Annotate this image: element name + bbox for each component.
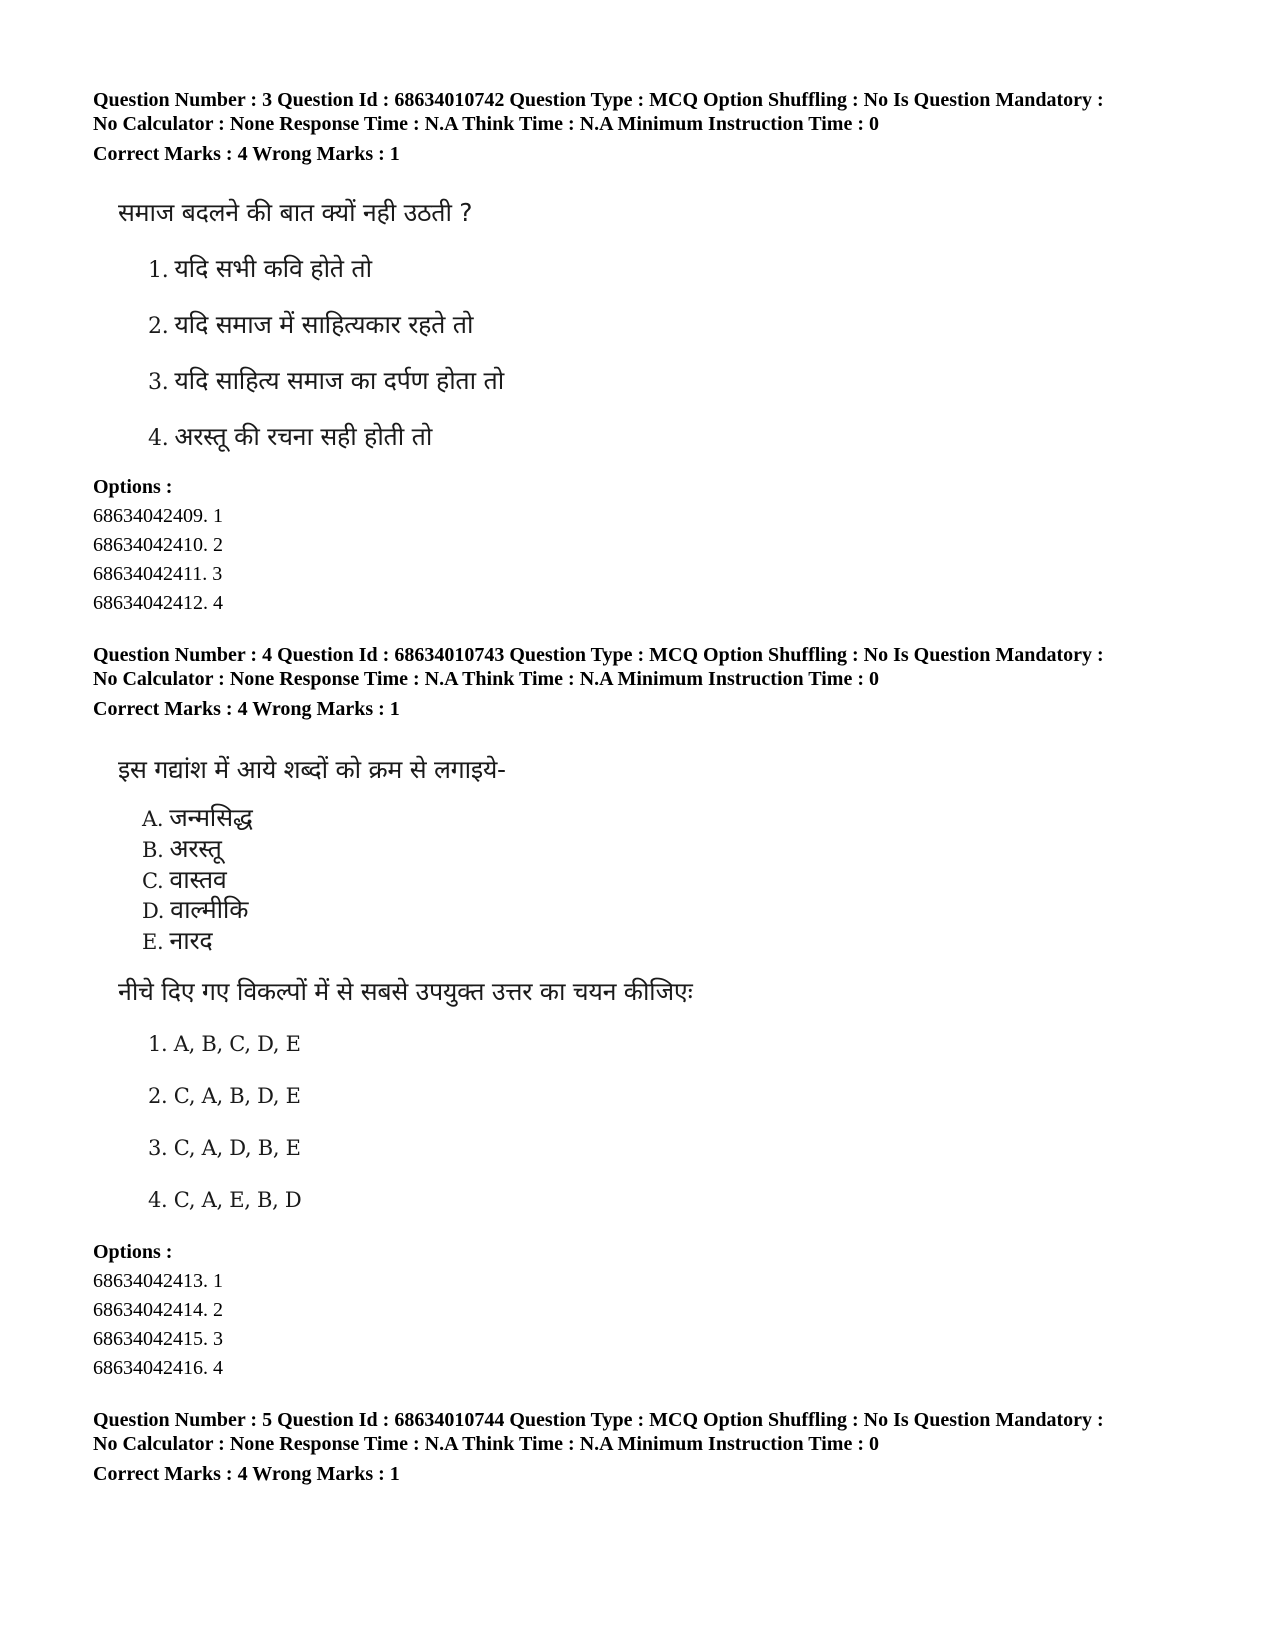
question-4-option-3: 68634042415. 3 xyxy=(93,1328,223,1350)
question-4-item-d-text: वाल्मीकि xyxy=(170,895,249,924)
question-3-choice-2-num: 2. xyxy=(148,314,169,339)
question-4-instruction: नीचे दिए गए विकल्पों में से सबसे उपयुक्त उत्तर का चयन कीजिएः xyxy=(118,977,693,1006)
question-4-item-e-text: नारद xyxy=(169,926,213,955)
question-5-marks: Correct Marks : 4 Wrong Marks : 1 xyxy=(93,1463,400,1485)
question-4-meta xyxy=(93,643,1213,721)
question-4-option-2: 68634042414. 2 xyxy=(93,1299,223,1321)
question-3-image xyxy=(118,195,718,465)
question-4-meta-line-1: Question Number : 4 Question Id : 68634010743 Question Type : MCQ Option Shuffling : No Is Question Mandatory : xyxy=(93,644,1104,666)
question-4-choice-1: 1. A, B, C, D, E xyxy=(148,1032,301,1056)
question-3-marks: Correct Marks : 4 Wrong Marks : 1 xyxy=(93,143,400,165)
question-3-choice-4-num: 4. xyxy=(148,426,169,451)
question-3-stem: समाज बदलने की बात क्यों नही उठती ? xyxy=(118,198,473,227)
question-4-item-a-label: A. xyxy=(142,807,164,831)
question-4-option-1: 68634042413. 1 xyxy=(93,1270,223,1292)
question-4-item-e-label: E. xyxy=(142,930,164,954)
question-3-choice-3-text: यदि साहित्य समाज का दर्पण होता तो xyxy=(174,366,504,395)
question-3-choice-3 xyxy=(148,363,504,397)
question-4-options-label: Options : xyxy=(93,1241,173,1263)
question-3-choice-2 xyxy=(148,307,473,341)
question-3-choice-4-text: अरस्तू की रचना सही होती तो xyxy=(174,422,433,451)
question-4-meta-line-2: No Calculator : None Response Time : N.A Think Time : N.A Minimum Instruction Time : 0 xyxy=(93,668,879,690)
question-4-option-4: 68634042416. 4 xyxy=(93,1357,223,1379)
question-3-options-label: Options : xyxy=(93,476,173,498)
question-4-item-b-label: B. xyxy=(142,838,164,862)
question-3-option-1: 68634042409. 1 xyxy=(93,505,223,527)
question-5-meta-line-2: No Calculator : None Response Time : N.A Think Time : N.A Minimum Instruction Time : 0 xyxy=(93,1433,879,1455)
question-5-meta xyxy=(93,1408,1213,1486)
question-4-item-a-text: जन्मसिद्ध xyxy=(169,803,253,832)
question-3-meta xyxy=(93,88,1213,166)
question-4-choice-2: 2. C, A, B, D, E xyxy=(148,1084,301,1108)
question-4-stem: इस गद्यांश में आये शब्दों को क्रम से लगाइये- xyxy=(118,755,506,784)
question-3-options xyxy=(93,473,223,618)
question-3-option-4: 68634042412. 4 xyxy=(93,592,223,614)
question-4-marks: Correct Marks : 4 Wrong Marks : 1 xyxy=(93,698,400,720)
question-4-item-e xyxy=(142,923,212,957)
question-4-choice-3: 3. C, A, D, B, E xyxy=(148,1136,301,1160)
question-3-choice-1-text: यदि सभी कवि होते तो xyxy=(174,254,372,283)
question-3-choice-4 xyxy=(148,419,432,453)
question-4-item-c xyxy=(142,862,226,896)
question-5-meta-line-1: Question Number : 5 Question Id : 68634010744 Question Type : MCQ Option Shuffling : No Is Question Mandatory : xyxy=(93,1409,1104,1431)
question-4-item-d-label: D. xyxy=(142,899,165,923)
question-4-item-a xyxy=(142,800,253,834)
question-4-item-b-text: अरस्तू xyxy=(169,834,222,863)
question-3-meta-line-2: No Calculator : None Response Time : N.A Think Time : N.A Minimum Instruction Time : 0 xyxy=(93,113,879,135)
question-4-item-c-text: वास्तव xyxy=(169,865,227,894)
question-3-choice-2-text: यदि समाज में साहित्यकार रहते तो xyxy=(174,310,474,339)
question-3-choice-3-num: 3. xyxy=(148,370,169,395)
question-4-item-d xyxy=(142,892,248,926)
question-3-meta-line-1: Question Number : 3 Question Id : 68634010742 Question Type : MCQ Option Shuffling : No Is Question Mandatory : xyxy=(93,89,1104,111)
question-3-choice-1-num: 1. xyxy=(148,258,169,283)
question-3-option-2: 68634042410. 2 xyxy=(93,534,223,556)
question-4-item-c-label: C. xyxy=(142,869,164,893)
question-4-choice-4: 4. C, A, E, B, D xyxy=(148,1188,302,1212)
question-4-image xyxy=(118,752,758,1232)
question-4-item-b xyxy=(142,831,222,865)
question-4-options xyxy=(93,1238,223,1383)
question-3-choice-1 xyxy=(148,251,372,285)
question-3-option-3: 68634042411. 3 xyxy=(93,563,223,585)
